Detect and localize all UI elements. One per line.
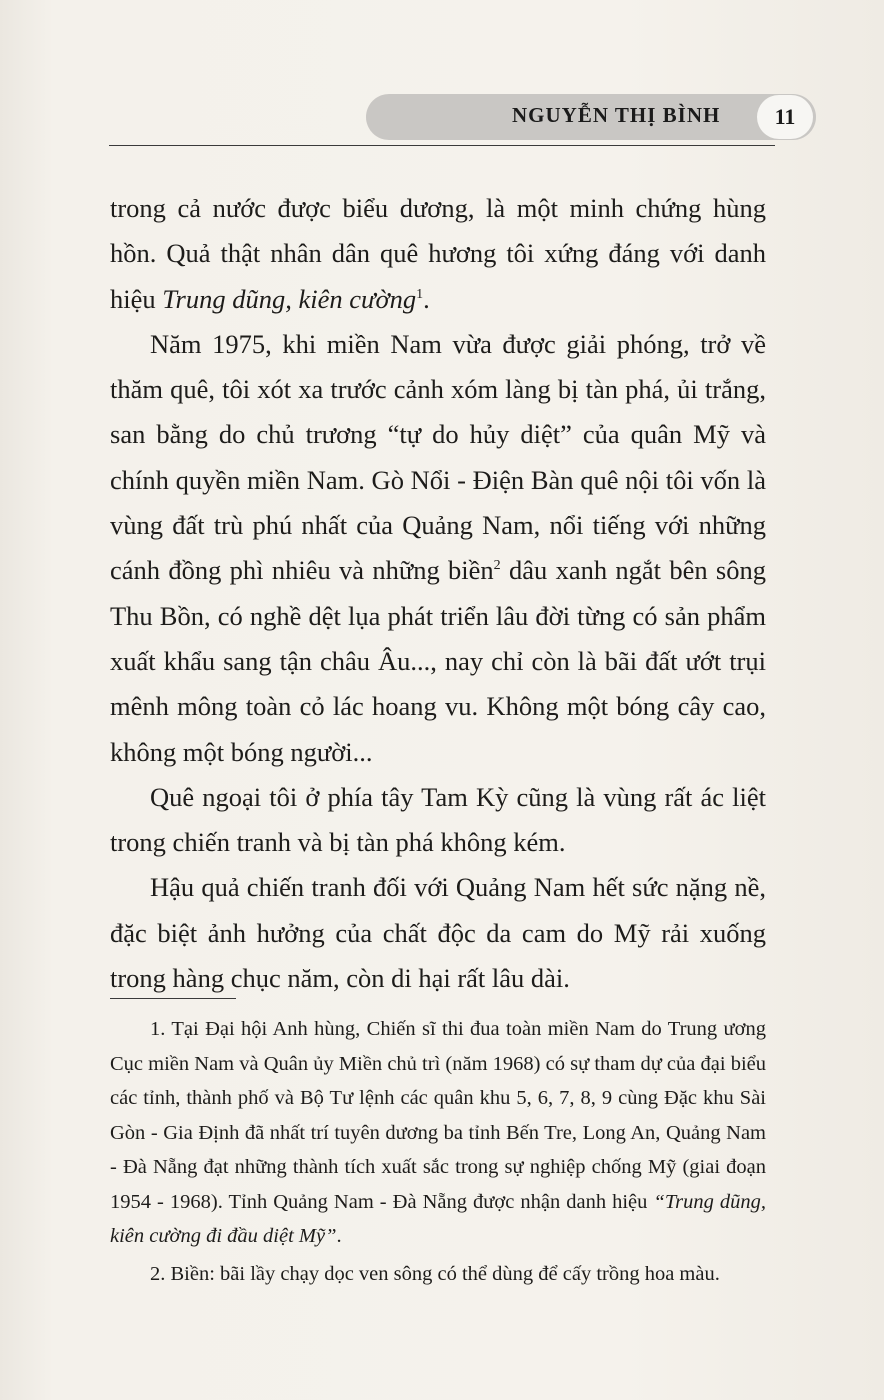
footnote-ref-2: 2: [493, 558, 501, 574]
paragraph-3: Quê ngoại tôi ở phía tây Tam Kỳ cũng là vùng rất ác liệt trong chiến tranh và bị tàn phá không kém.: [110, 781, 766, 858]
main-text: [110, 186, 766, 1001]
paragraph-2-text-a: Năm 1975, khi miền Nam vừa được giải phóng, trở về thăm quê, tôi xót xa trước cảnh xóm làng bị tàn phá, ủi trắng, san bằng do chủ trương “tự do hủy diệt” của quân Mỹ và chính quyền miền Nam. Gò Nổi - Điện Bàn quê nội tôi vốn là vùng đất trù phú nhất của Quảng Nam, nổi tiếng với những cánh đồng phì nhiêu và những biền: [110, 328, 766, 586]
paragraph-4: Hậu quả chiến tranh đối với Quảng Nam hết sức nặng nề, đặc biệt ảnh hưởng của chất độc da cam do Mỹ rải xuống trong hàng chục năm, còn di hại rất lâu dài.: [110, 872, 766, 994]
footnote-1-italic: “Trung dũng, kiên cường đi đầu diệt Mỹ”: [110, 1190, 766, 1247]
footnote-rule: [110, 998, 236, 999]
footnote-1-text: 1. Tại Đại hội Anh hùng, Chiến sĩ thi đua toàn miền Nam do Trung ương Cục miền Nam và Quân ủy Miền chủ trì (năm 1968) có sự tham dự của đại biểu các tỉnh, thành phố và Bộ Tư lệnh các quân khu 5, 6, 7, 8, 9 cùng Đặc khu Sài Gòn - Gia Định đã nhất trí tuyên dương ba tỉnh Bến Tre, Long An, Quảng Nam - Đà Nẵng đạt những thành tích xuất sắc trong sự nghiệp chống Mỹ (giai đoạn 1954 - 1968). Tỉnh Quảng Nam - Đà Nẵng được nhận danh hiệu: [110, 1018, 766, 1213]
paragraph-1-end: .: [423, 283, 430, 314]
footnote-1-end: .: [336, 1225, 342, 1247]
running-header-title: NGUYỄN THỊ BÌNH: [512, 103, 721, 127]
page-number: 11: [757, 95, 813, 139]
footnotes: [110, 1012, 766, 1291]
paragraph-1-italic-title: Trung dũng, kiên cường: [162, 283, 417, 314]
footnote-2: 2. Biền: bãi lầy chạy dọc ven sông có thể dùng để cấy trồng hoa màu.: [150, 1262, 720, 1285]
header-rule: [109, 145, 775, 146]
paragraph-2-text-b: dâu xanh ngắt bên sông Thu Bồn, có nghề dệt lụa phát triển lâu đời từng có sản phẩm xuất khẩu sang tận châu Âu..., nay chỉ còn là bãi đất ướt trụi mênh mông toàn cỏ lác hoang vu. Không một bóng cây cao, không một bóng người...: [110, 555, 766, 767]
footnote-1: [110, 1012, 766, 1254]
paragraph-2: [110, 322, 766, 775]
footnote-ref-1: 1: [416, 286, 424, 302]
paragraph-1: [110, 186, 766, 322]
paragraph-1-text: trong cả nước được biểu dương, là một minh chứng hùng hồn. Quả thật nhân dân quê hương tôi xứng đáng với danh hiệu: [110, 193, 766, 314]
